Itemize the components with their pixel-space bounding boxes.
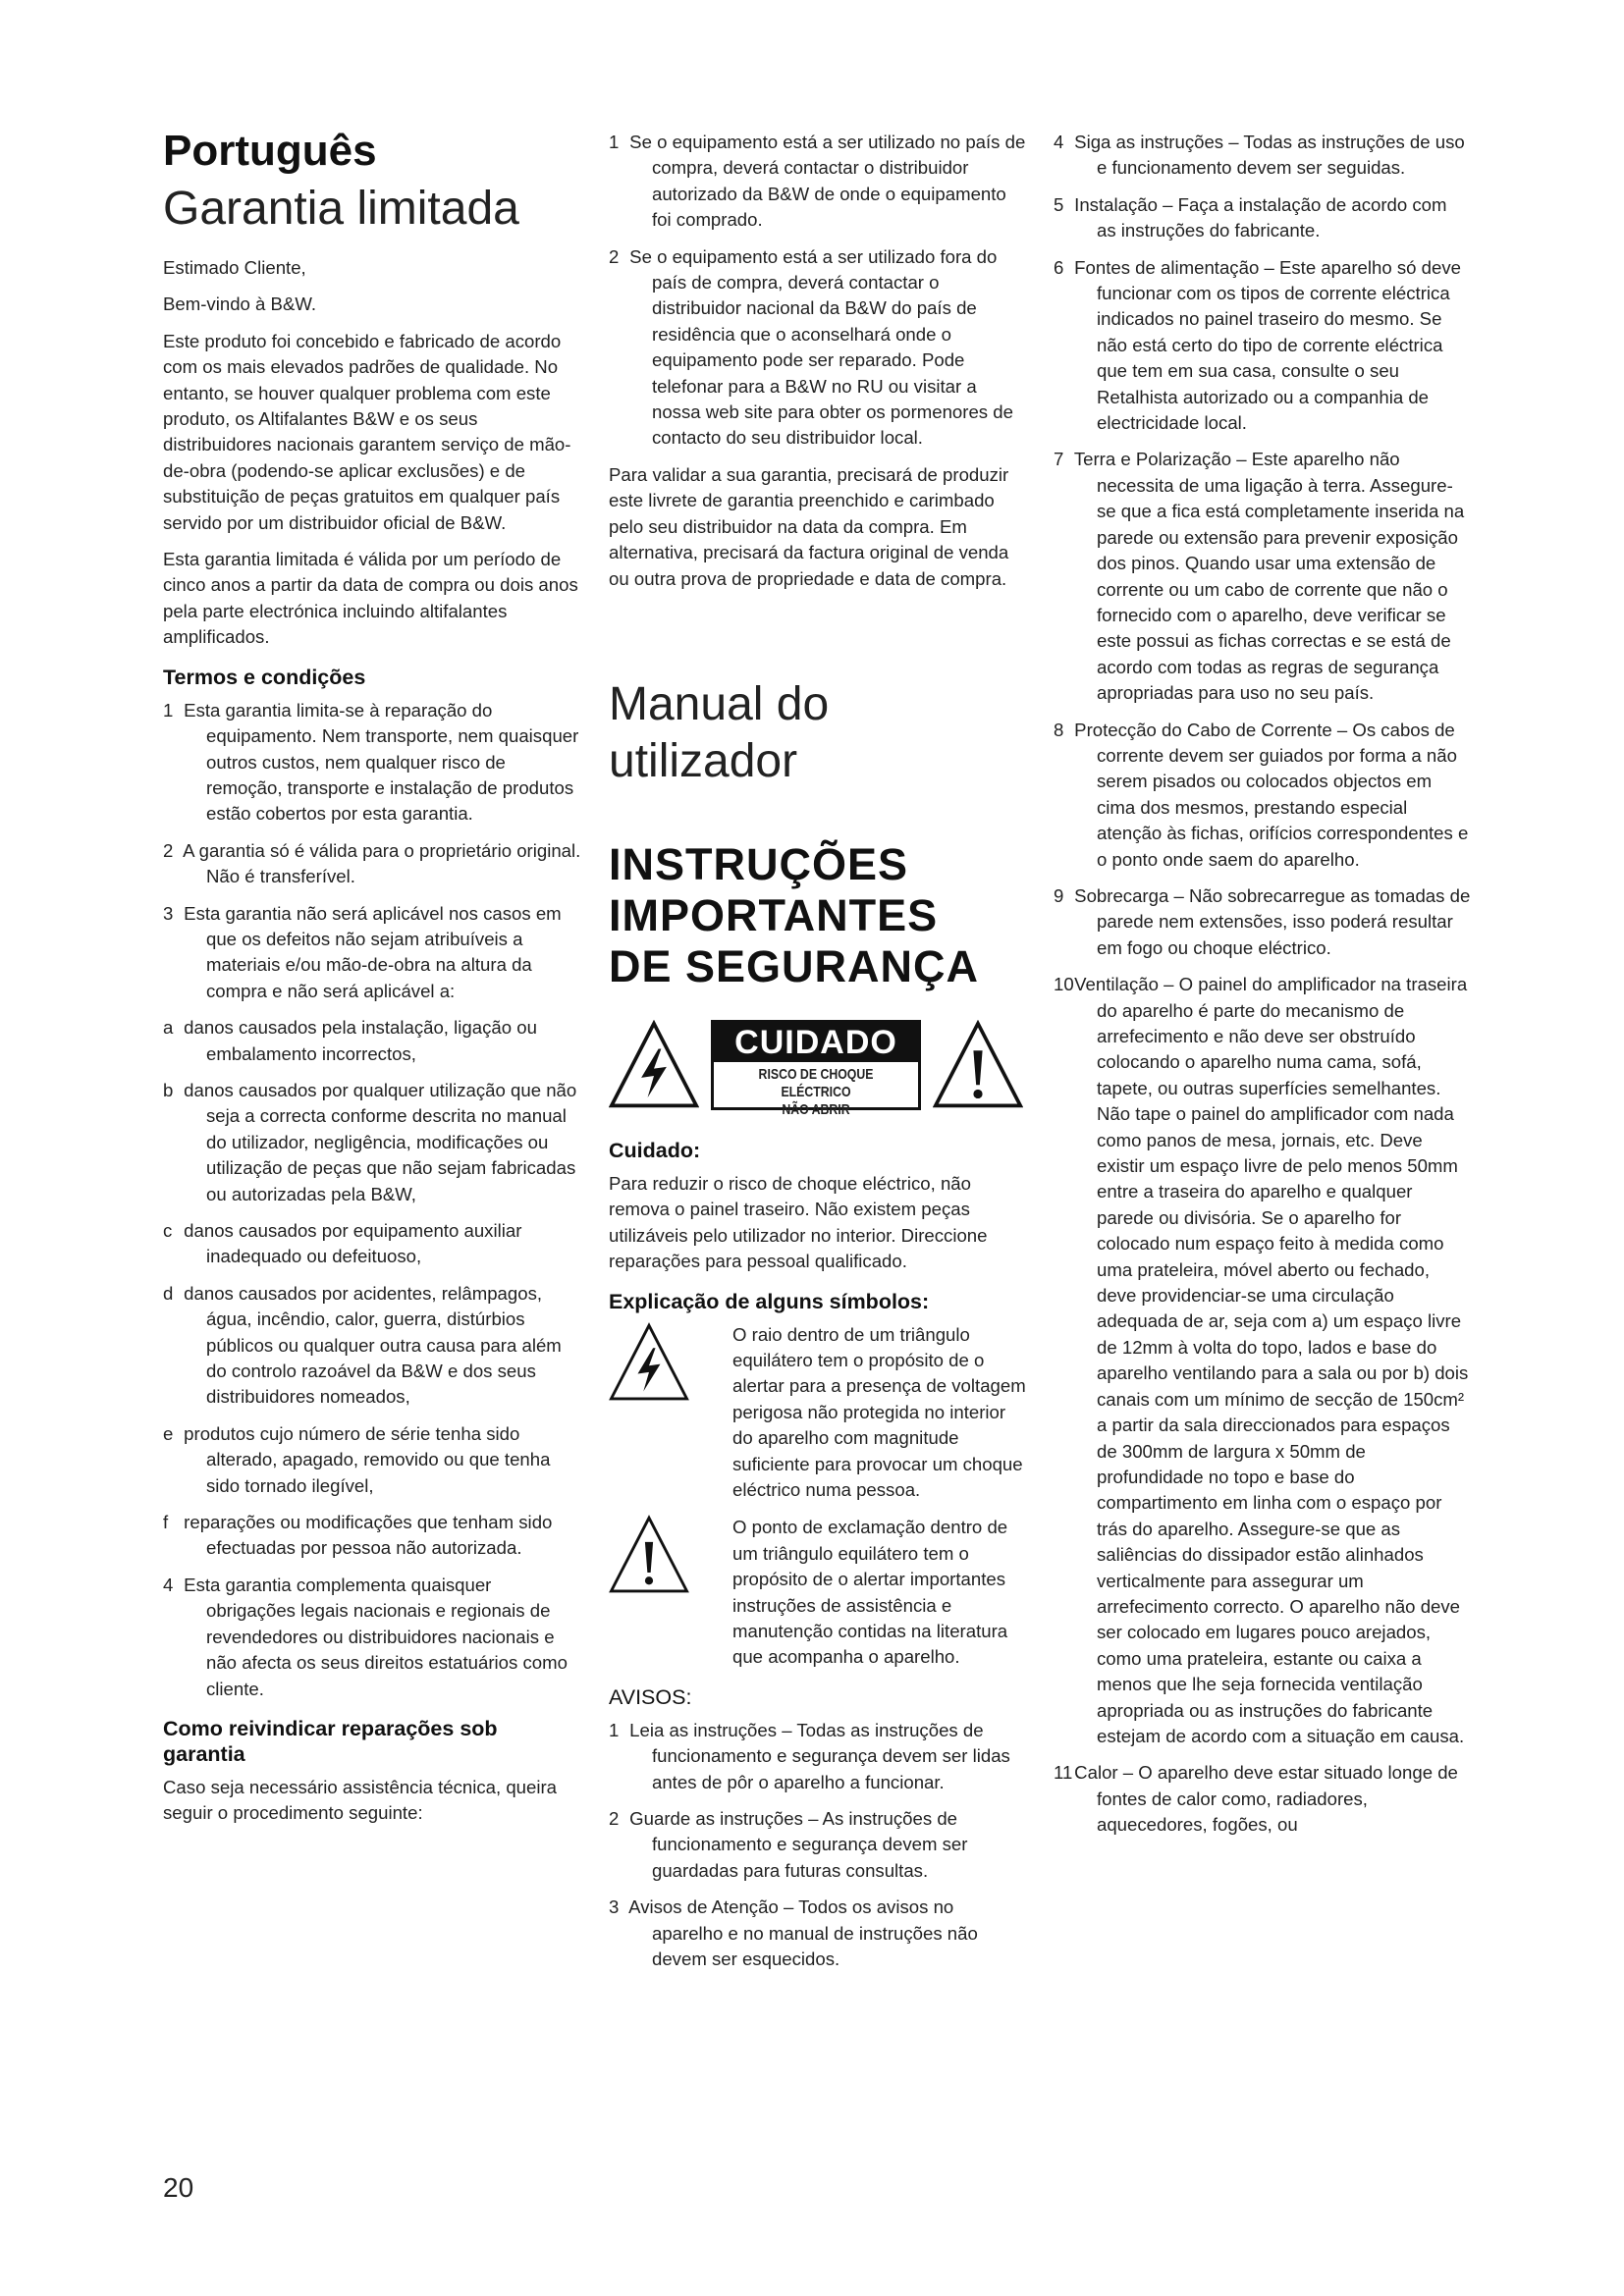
warranty-title: Garantia limitada	[163, 183, 519, 235]
symbol-icon-cell	[609, 1322, 732, 1504]
item-number: c	[163, 1220, 173, 1241]
item-text: danos causados por equipamento auxiliar inadequado ou defeituoso,	[184, 1220, 522, 1267]
item-text: Se o equipamento está a ser utilizado no país de compra, deverá contactar o distribuidor autorizado da B&W de onde o equipamento foi comprado.	[629, 132, 1026, 231]
item-number: 1	[163, 699, 174, 721]
terms-list	[163, 698, 583, 1702]
safety-heading	[609, 839, 1026, 992]
item-text: danos causados por qualquer utilização que não seja a correcta conforme descrita no manual do utilizador, negligência, modificações ou utilização de peças que não sejam fabricadas ou autorizadas pela B&W,	[184, 1079, 577, 1204]
list-item	[609, 1895, 1026, 1972]
claim-heading: Como reivindicar reparações sob garantia	[163, 1716, 498, 1766]
item-number: 5	[1054, 193, 1064, 215]
caution-subtext-line: NÃO ABRIR	[782, 1100, 850, 1118]
item-text: danos causados por acidentes, relâmpagos, água, incêndio, calor, guerra, distúrbios públicos ou qualquer outra causa para além do controlo razoável da B&W e dos seus distribuidores nomeados,	[184, 1282, 562, 1408]
item-text: Guarde as instruções – As instruções de funcionamento e segurança devem ser guardadas para futuras consultas.	[629, 1808, 968, 1881]
greeting: Estimado Cliente,	[163, 257, 306, 278]
caution-subtext-line: RISCO DE CHOQUE ELÉCTRICO	[758, 1065, 874, 1100]
caution-box	[711, 1020, 921, 1118]
column-warnings	[1054, 130, 1471, 1849]
claim-paragraph: Caso seja necessário assistência técnica, queira seguir o procedimento seguinte:	[163, 1776, 558, 1824]
claim-list	[609, 130, 1026, 452]
item-text: Ventilação – O painel do amplificador na traseira do aparelho é parte do mecanismo de arrefecimento e não deve ser obstruído colocando o aparelho numa cama, sofá, tapete, ou outras superfícies semelhantes. Não tape o painel do amplificador com nada como panos de mesa, jornais, etc. Deve existir um espaço livre de pelo menos 50mm entre a traseira do aparelho e qualquer parede ou divisória. Se o aparelho for colocado num espaço feito à medida como uma prateleira, móvel aberto ou fechado, deve providenciar-se uma circulação adequada de ar, seja com a) um espaço livre de 12mm à volta do topo, lados e base do aparelho ventilando para a sala ou por b) dois canais com um mínimo de secção de 150cm² a partir da sala direccionados para espaços de 300mm de largura x 50mm de profundidade no topo e base do compartimento em linha com o espaço por trás do aparelho. Assegure-se que as saliências do dissipador estão alinhados verticalmente para assegurar um arrefecimento correcto. O aparelho não deve ser colocado em lugares pouco arejados, como uma prateleira, estante ou caixa a menos que lhe seja fornecida ventilação apropriada ou as instruções do fabricante estejam de acordo com a situação em causa.	[1074, 974, 1469, 1746]
item-number: 9	[1054, 884, 1064, 906]
item-text: Esta garantia não será aplicável nos casos em que os defeitos não sejam atribuíveis a materiais e/ou mão-de-obra na altura da compra e não será aplicável a:	[184, 902, 562, 1001]
item-text: A garantia só é válida para o proprietário original. Não é transferível.	[183, 839, 581, 887]
item-number: d	[163, 1282, 174, 1304]
column-warranty	[163, 126, 583, 1838]
item-number: 1	[609, 132, 620, 152]
item-number: 6	[1054, 256, 1064, 278]
list-item	[1054, 972, 1471, 1749]
item-text: Instalação – Faça a instalação de acordo com as instruções do fabricante.	[1074, 193, 1447, 241]
item-text: Protecção do Cabo de Corrente – Os cabos de corrente devem ser guiados por forma a não serem pisados ou colocados objectos em cima dos mesmos, prestando especial atenção às fichas, orifícios correspondentes e o ponto onde saem do aparelho.	[1074, 719, 1469, 870]
list-item	[1054, 1760, 1471, 1838]
validity-paragraph: Esta garantia limitada é válida por um período de cinco anos a partir da data de compra ou dois anos pela parte electrónica incluindo altifalantes amplificados.	[163, 549, 578, 648]
list-item	[163, 1218, 583, 1270]
list-item	[163, 901, 583, 1005]
manual-title: Manual do utilizador	[609, 677, 830, 787]
warnings-list	[609, 1718, 1026, 1973]
intro-paragraph: Este produto foi concebido e fabricado de acordo com os mais elevados padrões de qualidade. No entanto, se houver qualquer problema com este produto, os Altifalantes B&W e os seus distribuidores nacionais garantem serviço de mão-de-obra (podendo-se aplicar exclusões) e de substituição de peças gratuitos em qualquer país servido por um distribuidor oficial de B&W.	[163, 330, 571, 533]
item-number: 3	[163, 902, 174, 924]
list-item	[609, 130, 1026, 234]
list-item	[163, 1510, 583, 1562]
caution-subtext	[732, 1062, 900, 1119]
symbol-explanation	[609, 1322, 1026, 1504]
item-number: 11	[1054, 1762, 1073, 1784]
item-number: 3	[609, 1896, 620, 1918]
safety-heading-line: INSTRUÇÕES	[609, 838, 909, 889]
symbol-text: O ponto de exclamação dentro de um triângulo equilátero tem o propósito de o alertar importantes instruções de assistência e manutenção contidas na literatura que acompanha o aparelho.	[732, 1517, 1008, 1668]
list-item	[163, 1281, 583, 1411]
exclamation-triangle-icon	[933, 1020, 1023, 1110]
item-number: 4	[1054, 132, 1064, 152]
lightning-triangle-icon	[609, 1020, 699, 1110]
exclamation-triangle-icon	[609, 1515, 689, 1595]
list-item	[609, 244, 1026, 452]
item-number: f	[163, 1512, 169, 1533]
item-text: produtos cujo número de série tenha sido alterado, apagado, removido ou que tenha sido tornado ilegível,	[184, 1422, 551, 1496]
list-item	[163, 1573, 583, 1702]
list-item	[1054, 192, 1471, 244]
welcome: Bem-vindo à B&W.	[163, 294, 317, 315]
symbol-icon-cell	[609, 1515, 732, 1670]
item-number: 2	[163, 839, 174, 861]
item-number: 2	[609, 245, 620, 267]
item-text: Esta garantia complementa quaisquer obrigações legais nacionais e regionais de revendedores ou distribuidores nacionais e não afecta os seus direitos estatuários como cliente.	[184, 1574, 568, 1699]
list-item	[1054, 718, 1471, 873]
language-heading: Português	[163, 127, 377, 175]
list-item	[163, 1421, 583, 1499]
item-number: 4	[163, 1574, 174, 1595]
list-item	[1054, 255, 1471, 437]
cuidado-paragraph: Para reduzir o risco de choque eléctrico, não remova o painel traseiro. Não existem peças utilizáveis pelo utilizador no interior. Direccione reparações para pessoal qualificado.	[609, 1172, 988, 1272]
item-number: 8	[1054, 719, 1064, 740]
list-item	[163, 1078, 583, 1207]
list-item	[163, 698, 583, 828]
caution-label	[609, 1020, 1026, 1118]
item-number: e	[163, 1422, 174, 1444]
item-text: Calor – O aparelho deve estar situado longe de fontes de calor como, radiadores, aquecedores, fogões, ou	[1074, 1762, 1458, 1836]
caution-title: CUIDADO	[714, 1023, 918, 1062]
safety-heading-line: IMPORTANTES	[609, 889, 939, 940]
item-number: 7	[1054, 449, 1064, 470]
item-number: 10	[1054, 974, 1074, 995]
list-item	[1054, 130, 1471, 182]
symbol-explanation	[609, 1515, 1026, 1670]
item-text: Esta garantia limita-se à reparação do equipamento. Nem transporte, nem quaisquer outros custos, nem qualquer risco de remoção, transporte e instalação de produtos estão cobertos por esta garantia.	[184, 699, 579, 825]
item-text: Se o equipamento está a ser utilizado fora do país de compra, deverá contactar o distribuidor nacional da B&W do país de residência que o aconselhará onde o equipamento pode ser reparado. Pode telefonar para a B&W no RU ou visitar a nossa web site para obter os pormenores de contacto do seu distribuidor local.	[629, 245, 1013, 449]
list-item	[163, 838, 583, 890]
item-number: a	[163, 1017, 174, 1039]
list-item	[609, 1806, 1026, 1884]
item-text: reparações ou modificações que tenham sido efectuadas por pessoa não autorizada.	[184, 1512, 553, 1559]
item-text: danos causados pela instalação, ligação ou embalamento incorrectos,	[184, 1017, 537, 1064]
list-item	[609, 1718, 1026, 1795]
item-text: Fontes de alimentação – Este aparelho só deve funcionar com os tipos de corrente eléctrica indicados no painel traseiro do mesmo. Se não está certo do tipo de corrente eléctrica que tem em sua casa, consulte o seu Retalhista autorizado ou a companhia de electricidade local.	[1074, 256, 1461, 434]
symbol-text: O raio dentro de um triângulo equilátero tem o propósito de o alertar para a presença de voltagem perigosa não protegida no interior do aparelho com magnitude suficiente para provocar um choque eléctrico numa pessoa.	[732, 1323, 1026, 1500]
item-number: 2	[609, 1808, 620, 1830]
item-text: Siga as instruções – Todas as instruções de uso e funcionamento devem ser seguidas.	[1074, 132, 1465, 179]
item-text: Avisos de Atenção – Todos os avisos no aparelho e no manual de instruções não devem ser esquecidos.	[628, 1896, 978, 1970]
item-number: b	[163, 1079, 174, 1100]
item-text: Terra e Polarização – Este aparelho não necessita de uma ligação à terra. Assegure-se que a fica está completamente inserida na parede ou extensão para prevenir exposição dos pinos. Quando usar uma extensão de corrente ou um cabo de corrente que não o fornecido com o aparelho, deve verificar se este possui as fichas correctas e se está de acordo com todas as regras de segurança apropriadas para uso no seu país.	[1073, 449, 1465, 704]
item-text: Leia as instruções – Todas as instruções de funcionamento e segurança devem ser lidas antes de pôr o aparelho a funcionar.	[629, 1719, 1010, 1792]
list-item	[163, 1015, 583, 1067]
page-number: 20	[163, 2172, 194, 2203]
terms-heading: Termos e condições	[163, 665, 366, 689]
warnings-heading: AVISOS:	[609, 1684, 692, 1709]
item-number: 1	[609, 1719, 620, 1740]
column-manual	[609, 130, 1026, 1983]
validate-paragraph: Para validar a sua garantia, precisará de produzir este livrete de garantia preenchido e carimbado pelo seu distribuidor na data da compra. Em alternativa, precisará da factura original de venda ou outra prova de propriedade e data de compra.	[609, 463, 1009, 589]
safety-heading-line: DE SEGURANÇA	[609, 940, 980, 991]
lightning-triangle-icon	[609, 1322, 689, 1403]
list-item	[1054, 883, 1471, 961]
cuidado-heading: Cuidado:	[609, 1138, 701, 1162]
list-item	[1054, 447, 1471, 706]
symbols-heading: Explicação de alguns símbolos:	[609, 1289, 930, 1313]
item-text: Sobrecarga – Não sobrecarregue as tomadas de parede nem extensões, isso poderá resultar em fogo ou choque eléctrico.	[1074, 884, 1471, 958]
